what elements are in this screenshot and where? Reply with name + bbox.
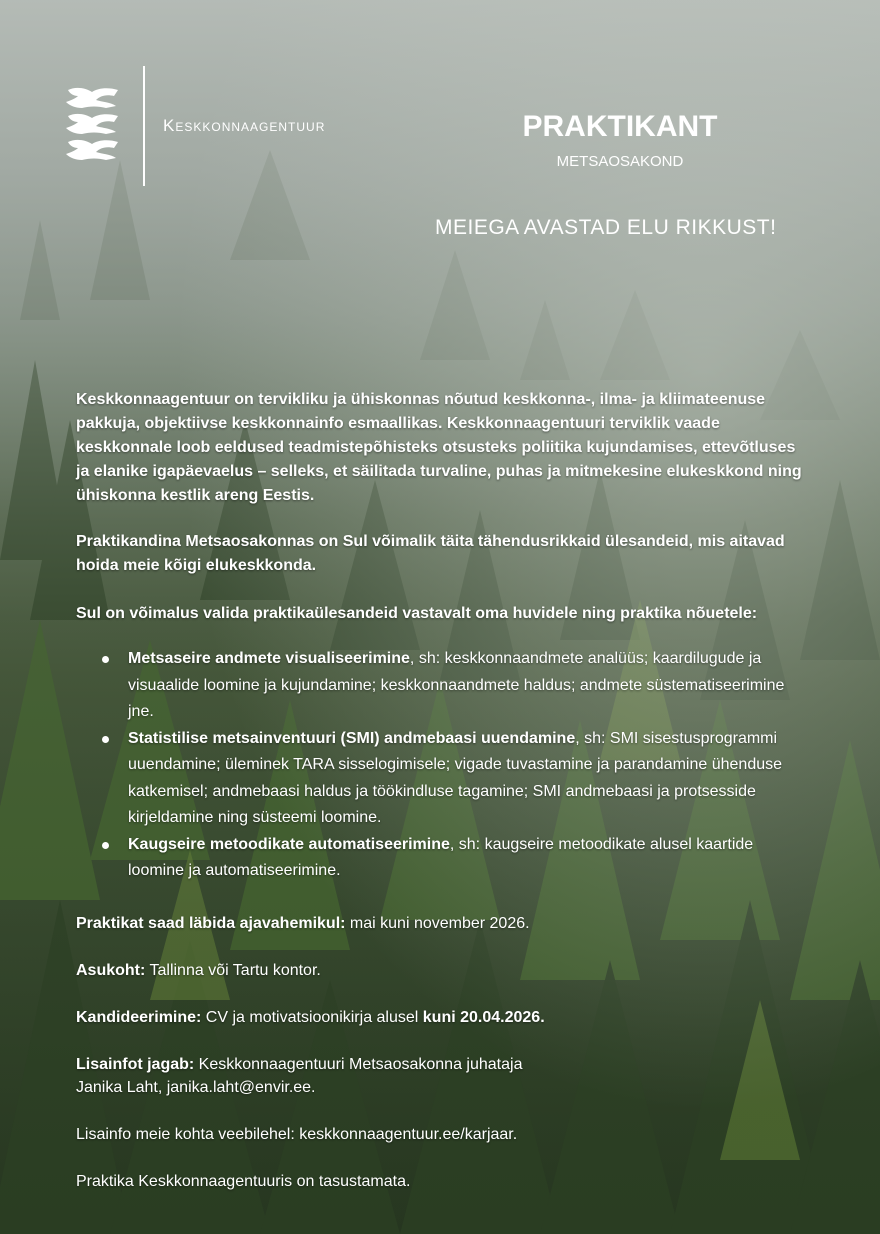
- description-section: [76, 388, 806, 885]
- period-label: Praktikat saad läbida ajavahemikul:: [76, 915, 346, 932]
- application-line: [76, 1006, 796, 1029]
- task-description: , sh: keskkonnaandmete analüüs; kaardilugude ja visuaalide loomine ja kujundamine; keskkonnaandmete haldus; andmete süstematiseerimine jne.: [128, 650, 785, 720]
- task-description: , sh: SMI sisestusprogrammi uuendamine; üleminek TARA sisselogimisele; vigade tuvastamine ja parandamine ühenduse katkemisel; andmebaasi haldus ja töökindluse tagamine; SMI andmebaasi ja protsesside kirjeldamine ning süsteemi loomine.: [128, 729, 783, 826]
- bullet-icon: [102, 736, 109, 743]
- contact-person[interactable]: Janika Laht, janika.laht@envir.ee.: [76, 1079, 316, 1096]
- task-title: Kaugseire metoodikate automatiseerimine: [128, 835, 450, 853]
- website-line[interactable]: Lisainfo meie kohta veebilehel: keskkonnaagentuur.ee/karjaar.: [76, 1126, 518, 1143]
- coat-of-arms-logo: [62, 84, 124, 168]
- contact-value: Keskkonnaagentuuri Metsaosakonna juhataja: [194, 1056, 523, 1073]
- details-section: [76, 912, 796, 1193]
- task-description: , sh: kaugseire metoodikate alusel kaartide loomine ja automatiseerimine.: [128, 835, 754, 879]
- contact-line: [76, 1053, 796, 1099]
- application-value: CV ja motivatsioonikirja alusel: [201, 1009, 423, 1026]
- list-item: [128, 832, 806, 885]
- organization-name: Keskkonnaagentuur: [163, 116, 326, 135]
- location-line: [76, 959, 796, 982]
- three-lions-icon: [62, 84, 124, 168]
- job-title: PRAKTIKANT: [522, 110, 718, 143]
- location-value: Tallinna või Tartu kontor.: [145, 962, 321, 979]
- header-divider: [143, 66, 145, 186]
- period-line: [76, 912, 796, 935]
- intern-paragraph: Praktikandina Metsaosakonnas on Sul võimalik täita tähendusrikkaid ülesandeid, mis aitavad hoida meie kõigi elukeskkonda.: [76, 533, 785, 574]
- contact-label: Lisainfot jagab:: [76, 1056, 195, 1073]
- application-label: Kandideerimine:: [76, 1009, 202, 1026]
- location-label: Asukoht:: [76, 962, 146, 979]
- department-name: METSAOSAKOND: [556, 153, 684, 170]
- unpaid-notice: Praktika Keskkonnaagentuuris on tasustamata.: [76, 1173, 411, 1190]
- intro-paragraph: Keskkonnaagentuur on tervikliku ja ühiskonnas nõutud keskkonna-, ilma- ja kliimateenuse pakkuja, objektiivse keskkonnainfo esmaallikas. Keskkonnaagentuuri terviklik vaade keskkonnale loob eeldused teadmistepõhisteks otsusteks poliitika kujundamises, ettevõtluses ja elanike igapäevaelus – selleks, et säilitada turvaline, puhas ja mitmekesine elukeskkond ning ühiskonna kestlik areng Eestis.: [76, 391, 802, 504]
- task-list: [76, 646, 806, 885]
- list-item: [128, 726, 806, 832]
- task-title: Metsaseire andmete visualiseerimine: [128, 650, 410, 667]
- application-deadline: kuni 20.04.2026.: [422, 1009, 545, 1026]
- tasks-intro: Sul on võimalus valida praktikaülesandeid vastavalt oma huvidele ning praktika nõuetele:: [76, 605, 758, 622]
- period-value: mai kuni november 2026.: [345, 915, 530, 932]
- bullet-icon: [102, 842, 109, 849]
- bullet-icon: [102, 656, 109, 663]
- slogan: MEIEGA AVASTAD ELU RIKKUST!: [435, 216, 777, 239]
- list-item: [128, 646, 806, 726]
- task-title: Statistilise metsainventuuri (SMI) andmebaasi uuendamine: [128, 729, 576, 747]
